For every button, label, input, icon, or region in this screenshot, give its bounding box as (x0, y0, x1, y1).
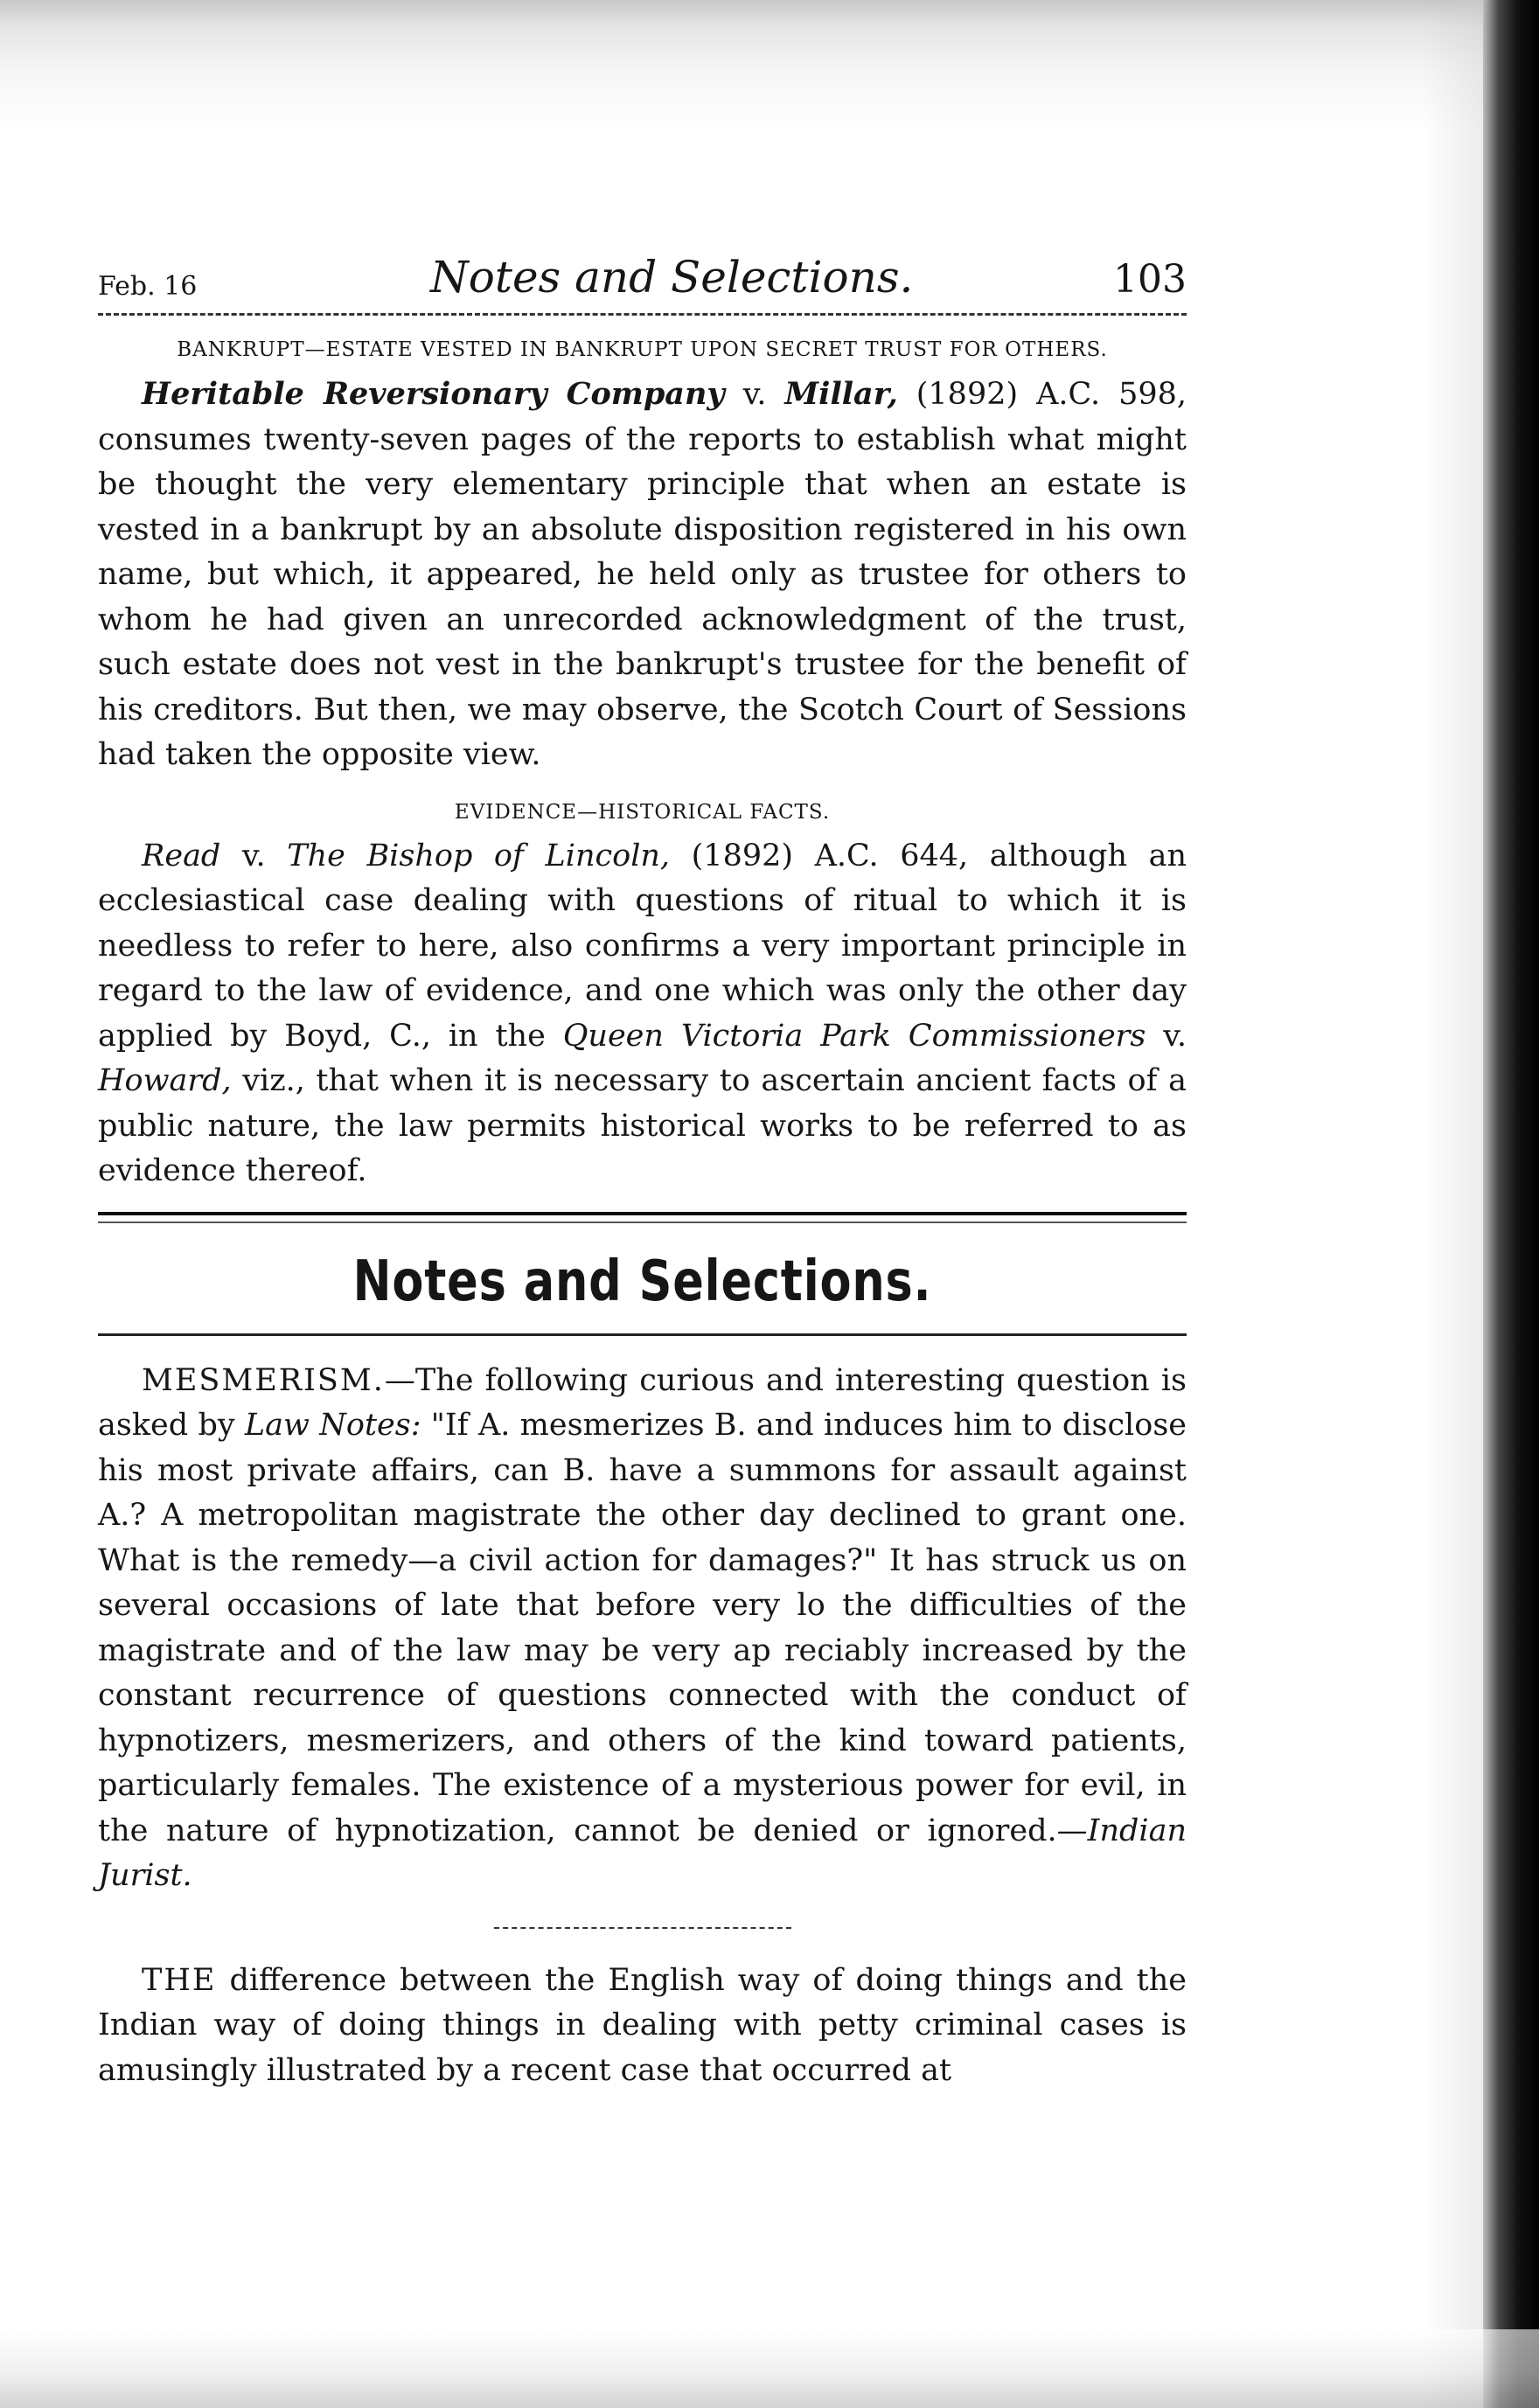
versus-2: v. (1146, 1018, 1187, 1054)
source-name: Law Notes: (244, 1408, 421, 1443)
scan-right-fade (1422, 0, 1483, 2408)
scan-bottom-edge (0, 2329, 1539, 2408)
section-heading-evidence: EVIDENCE—HISTORICAL FACTS. (454, 800, 831, 824)
running-head (98, 245, 1187, 306)
paragraph-evidence (98, 834, 1187, 1194)
paragraph-text-2: "If A. mesmerizes B. and induces him to disclose his most private affairs, can B. have a summons for assault against A.? A metropolitan magistrate the other day declined to grant one. What is the remedy—a civil action for damages?" It has struck us on several occasions of late that before very lo the difficulties of the magistrate and of the law may be very ap reciably increased by the constant recurrence of questions connected with the conduct of hypnotizers, mesmerizers, and others of the kind toward patients, particularly females. The existence of a mysterious power for evil, in the nature of hypnotization, cannot be denied or ignored. (98, 1408, 1187, 1848)
case-name-2: Queen Victoria Park Commissioners (562, 1018, 1146, 1054)
case-name: Read (142, 838, 221, 873)
divider-rule-thick (98, 1212, 1187, 1215)
lead-word: MESMERISM. (142, 1362, 385, 1398)
scan-right-edge (1483, 0, 1539, 2408)
versus: v. (724, 377, 785, 412)
lead-word: THE (142, 1962, 217, 1998)
divider-rule-thin (98, 1221, 1187, 1223)
case-defendant: The Bishop of Lincoln, (287, 838, 671, 873)
main-heading-rule (98, 1333, 1187, 1336)
paragraph-text-2: viz., that when it is necessary to ascertain ancient facts of a public nature, the law permits historical works to be referred to as evidence thereof. (98, 1063, 1187, 1188)
main-heading: Notes and Selections. (352, 1249, 932, 1314)
paragraph-final (98, 1959, 1187, 2094)
section-heading-bankrupt: BANKRUPT—ESTATE VESTED IN BANKRUPT UPON SECRET TRUST FOR OTHERS. (177, 338, 1108, 361)
paragraph-mesmerism (98, 1359, 1187, 1899)
paragraph-text: difference between the English way of doing things and the Indian way of doing things in dealing with petty criminal cases is amusingly illustrated by a recent case that occurred at (98, 1962, 1187, 2088)
running-head-title: Notes and Selections. (430, 252, 914, 303)
running-head-date: Feb. 16 (98, 271, 198, 302)
page-number: 103 (1113, 257, 1187, 302)
paragraph-bankrupt (98, 372, 1187, 778)
paragraph-text: (1892) A.C. 598, consumes twenty-seven pages of the reports to establish what might be thought the very elementary principle that when an estate is vested in a bankrupt by an absolute disposition registered in his own name, but which, it appeared, he held only as trustee for others to whom he had given an unrecorded acknowledgment of the trust, such estate does not vest in the bankrupt's trustee for the benefit of his creditors. But then, we may observe, the Scotch Court of Sessions had taken the opposite view. (98, 377, 1187, 772)
scan-top-edge (0, 0, 1539, 131)
case-name: Heritable Reversionary Company (142, 376, 725, 412)
document-page (98, 245, 1187, 2093)
paragraph-text: (1892) A.C. 644, although an ecclesiastical case dealing with questions of ritual to which it is needless to refer to here, also confirms a very important principle in regard to the law of evidence, and one which was only the other day applied by Boyd, C., in the (98, 838, 1187, 1054)
case-defendant: Millar, (784, 376, 898, 412)
paragraph-text: —The following curious and interesting question is asked by (98, 1362, 1187, 1443)
short-divider (494, 1927, 791, 1929)
case-defendant-2: Howard, (98, 1063, 232, 1098)
running-head-rule (98, 313, 1187, 316)
versus: v. (220, 838, 288, 873)
section-divider (98, 1212, 1187, 1223)
attribution: —Indian Jurist. (98, 1813, 1187, 1893)
